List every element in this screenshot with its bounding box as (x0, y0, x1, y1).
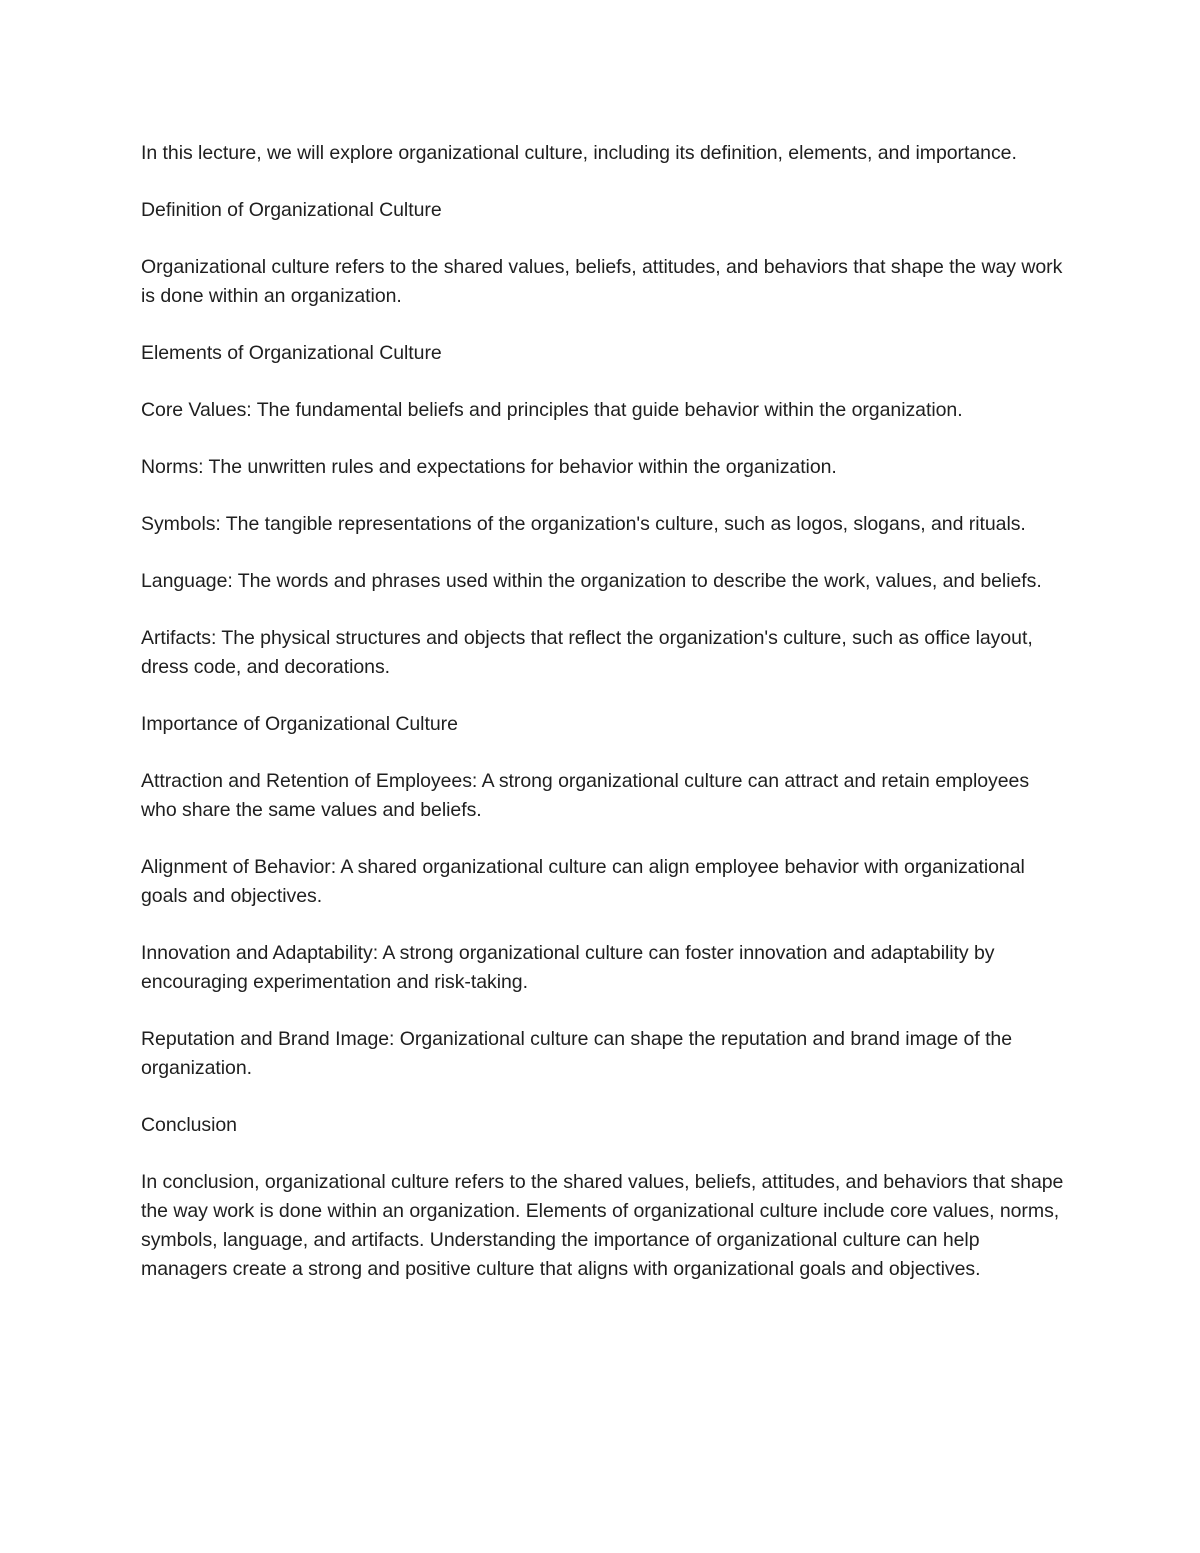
element-language: Language: The words and phrases used within the organization to describe the work, values, and beliefs. (141, 570, 1042, 592)
importance-attraction-retention: Attraction and Retention of Employees: A strong organizational culture can attract and retain employees who share the same values and beliefs. (141, 770, 1030, 821)
importance-alignment: Alignment of Behavior: A shared organizational culture can align employee behavior with organizational goals and objectives. (141, 856, 1025, 907)
section-heading-importance: Importance of Organizational Culture (141, 713, 458, 735)
element-norms: Norms: The unwritten rules and expectations for behavior within the organization. (141, 456, 837, 478)
importance-reputation: Reputation and Brand Image: Organizational culture can shape the reputation and brand image of the organization. (141, 1028, 1013, 1079)
document-body (141, 139, 1066, 1312)
definition-paragraph: Organizational culture refers to the shared values, beliefs, attitudes, and behaviors that shape the way work is done within an organization. (141, 256, 1063, 307)
conclusion-paragraph: In conclusion, organizational culture refers to the shared values, beliefs, attitudes, and behaviors that shape the way work is done within an organization. Elements of organizational culture include core values, norms, symbols, language, and artifacts. Understanding the importance of organizational culture can help managers create a strong and positive culture that aligns with organizational goals and objectives. (141, 1171, 1064, 1280)
element-core-values: Core Values: The fundamental beliefs and principles that guide behavior within the organization. (141, 399, 963, 421)
element-symbols: Symbols: The tangible representations of the organization's culture, such as logos, slogans, and rituals. (141, 513, 1026, 535)
section-heading-elements: Elements of Organizational Culture (141, 342, 442, 364)
element-artifacts: Artifacts: The physical structures and objects that reflect the organization's culture, such as office layout, dress code, and decorations. (141, 627, 1033, 678)
section-heading-conclusion: Conclusion (141, 1114, 237, 1136)
importance-innovation: Innovation and Adaptability: A strong organizational culture can foster innovation and adaptability by encouraging experimentation and risk-taking. (141, 942, 995, 993)
intro-paragraph: In this lecture, we will explore organizational culture, including its definition, elements, and importance. (141, 142, 1017, 164)
section-heading-definition: Definition of Organizational Culture (141, 199, 442, 221)
